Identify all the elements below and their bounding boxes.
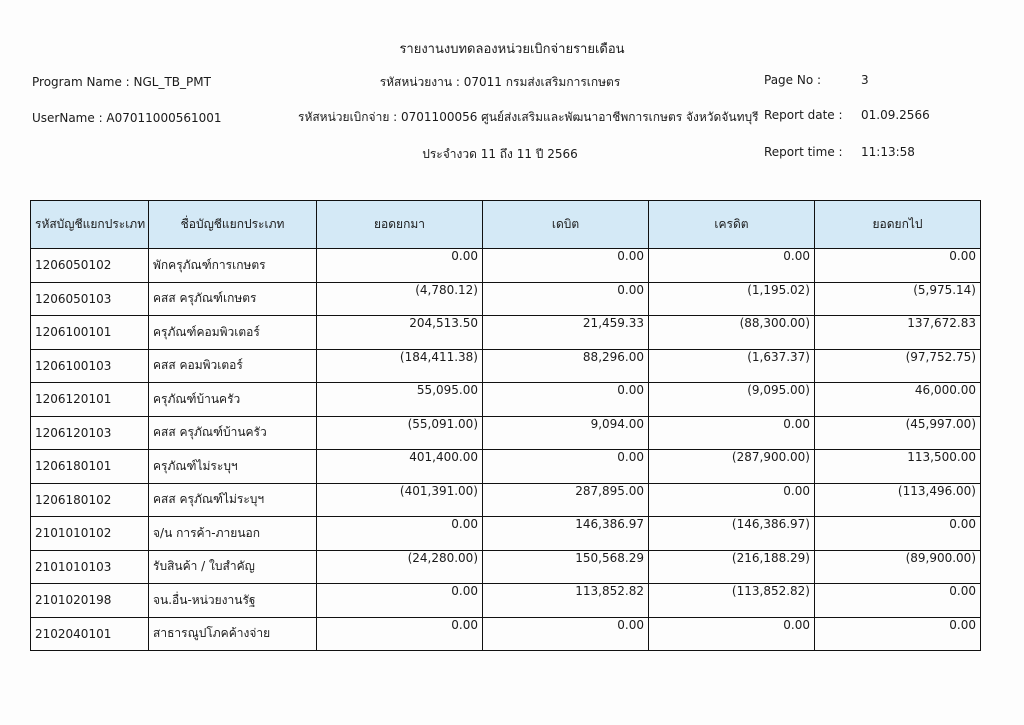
table-header-row — [31, 201, 981, 249]
cell-debit: 146,386.97 — [483, 517, 649, 551]
report-title: รายงานงบทดลองหน่วยเบิกจ่ายรายเดือน — [399, 42, 625, 57]
cell-account-name: ครุภัณฑ์บ้านครัว — [149, 383, 317, 417]
cell-account-name: คสส คอมพิวเตอร์ — [149, 349, 317, 383]
cell-credit: 0.00 — [649, 249, 815, 283]
cell-credit: (146,386.97) — [649, 517, 815, 551]
cell-opening-balance: 401,400.00 — [317, 450, 483, 484]
cell-credit: 0.00 — [649, 617, 815, 651]
cell-credit: (88,300.00) — [649, 316, 815, 350]
table-row — [31, 584, 981, 618]
cell-account-name: คสส ครุภัณฑ์ไม่ระบุฯ — [149, 483, 317, 517]
cell-opening-balance: (401,391.00) — [317, 483, 483, 517]
col-header-opening-balance: ยอดยกมา — [317, 201, 483, 249]
program-name: Program Name : NGL_TB_PMT — [32, 75, 211, 89]
cell-debit: 21,459.33 — [483, 316, 649, 350]
report-time-value: 11:13:58 — [861, 145, 915, 159]
cell-closing-balance: (113,496.00) — [815, 483, 981, 517]
cell-closing-balance: 46,000.00 — [815, 383, 981, 417]
cell-opening-balance: 204,513.50 — [317, 316, 483, 350]
col-header-account-code: รหัสบัญชีแยกประเภท — [31, 201, 149, 249]
cell-opening-balance: 55,095.00 — [317, 383, 483, 417]
cell-credit: (9,095.00) — [649, 383, 815, 417]
cell-account-name: พักครุภัณฑ์การเกษตร — [149, 249, 317, 283]
cell-opening-balance: 0.00 — [317, 617, 483, 651]
cell-opening-balance: 0.00 — [317, 584, 483, 618]
cell-account-code: 1206050102 — [31, 249, 149, 283]
cell-account-name: สาธารณูปโภคค้างจ่าย — [149, 617, 317, 651]
cell-account-code: 1206100101 — [31, 316, 149, 350]
col-header-credit: เครดิต — [649, 201, 815, 249]
cell-credit: (1,637.37) — [649, 349, 815, 383]
cell-account-code: 1206050103 — [31, 282, 149, 316]
cell-credit: (1,195.02) — [649, 282, 815, 316]
cell-account-name: ครุภัณฑ์ไม่ระบุฯ — [149, 450, 317, 484]
cell-credit: 0.00 — [649, 416, 815, 450]
cell-account-code: 2101010103 — [31, 550, 149, 584]
cell-debit: 88,296.00 — [483, 349, 649, 383]
cell-closing-balance: 113,500.00 — [815, 450, 981, 484]
cell-account-name: คสส ครุภัณฑ์เกษตร — [149, 282, 317, 316]
cell-account-name: รับสินค้า / ใบสำคัญ — [149, 550, 317, 584]
cell-account-name: จน.อื่น-หน่วยงานรัฐ — [149, 584, 317, 618]
col-header-debit: เดบิต — [483, 201, 649, 249]
cell-closing-balance: (89,900.00) — [815, 550, 981, 584]
cell-debit: 9,094.00 — [483, 416, 649, 450]
report-date-label: Report date : — [764, 108, 843, 122]
cell-closing-balance: (45,997.00) — [815, 416, 981, 450]
cell-account-code: 2101010102 — [31, 517, 149, 551]
cell-debit: 287,895.00 — [483, 483, 649, 517]
table-row — [31, 316, 981, 350]
cell-account-code: 1206120101 — [31, 383, 149, 417]
cell-credit: 0.00 — [649, 483, 815, 517]
cell-credit: (113,852.82) — [649, 584, 815, 618]
cell-account-code: 1206100103 — [31, 349, 149, 383]
cell-account-code: 1206180101 — [31, 450, 149, 484]
cell-closing-balance: (5,975.14) — [815, 282, 981, 316]
cell-debit: 0.00 — [483, 282, 649, 316]
report-date-value: 01.09.2566 — [861, 108, 930, 122]
disbursing-unit: รหัสหน่วยเบิกจ่าย : 0701100056 ศูนย์ส่งเสริมและพัฒนาอาชีพการเกษตร จังหวัดจันทบุรี — [298, 110, 759, 124]
cell-debit: 0.00 — [483, 383, 649, 417]
cell-account-name: ครุภัณฑ์คอมพิวเตอร์ — [149, 316, 317, 350]
trial-balance-table — [30, 200, 981, 651]
table-row — [31, 550, 981, 584]
table-row — [31, 450, 981, 484]
cell-opening-balance: 0.00 — [317, 517, 483, 551]
cell-debit: 150,568.29 — [483, 550, 649, 584]
cell-closing-balance: 0.00 — [815, 584, 981, 618]
cell-opening-balance: 0.00 — [317, 249, 483, 283]
cell-closing-balance: 137,672.83 — [815, 316, 981, 350]
cell-closing-balance: 0.00 — [815, 517, 981, 551]
page-no-value: 3 — [861, 73, 869, 87]
cell-account-name: คสส ครุภัณฑ์บ้านครัว — [149, 416, 317, 450]
table-row — [31, 383, 981, 417]
table-row — [31, 483, 981, 517]
page-no-label: Page No : — [764, 73, 822, 87]
cell-opening-balance: (55,091.00) — [317, 416, 483, 450]
table-row — [31, 282, 981, 316]
cell-account-code: 1206120103 — [31, 416, 149, 450]
cell-debit: 0.00 — [483, 249, 649, 283]
cell-opening-balance: (24,280.00) — [317, 550, 483, 584]
table-row — [31, 249, 981, 283]
username: UserName : A07011000561001 — [32, 111, 222, 125]
cell-closing-balance: 0.00 — [815, 249, 981, 283]
cell-closing-balance: 0.00 — [815, 617, 981, 651]
table-row — [31, 617, 981, 651]
col-header-account-name: ชื่อบัญชีแยกประเภท — [149, 201, 317, 249]
cell-opening-balance: (184,411.38) — [317, 349, 483, 383]
cell-opening-balance: (4,780.12) — [317, 282, 483, 316]
cell-account-name: จ/น การค้า-ภายนอก — [149, 517, 317, 551]
col-header-closing-balance: ยอดยกไป — [815, 201, 981, 249]
cell-closing-balance: (97,752.75) — [815, 349, 981, 383]
cell-debit: 0.00 — [483, 450, 649, 484]
report-period: ประจำงวด 11 ถึง 11 ปี 2566 — [422, 147, 578, 161]
report-time-label: Report time : — [764, 145, 843, 159]
cell-account-code: 2102040101 — [31, 617, 149, 651]
table-row — [31, 416, 981, 450]
cell-credit: (287,900.00) — [649, 450, 815, 484]
cell-credit: (216,188.29) — [649, 550, 815, 584]
cell-debit: 0.00 — [483, 617, 649, 651]
table-row — [31, 517, 981, 551]
cell-account-code: 1206180102 — [31, 483, 149, 517]
agency-code: รหัสหน่วยงาน : 07011 กรมส่งเสริมการเกษตร — [379, 75, 621, 89]
cell-account-code: 2101020198 — [31, 584, 149, 618]
table-row — [31, 349, 981, 383]
cell-debit: 113,852.82 — [483, 584, 649, 618]
